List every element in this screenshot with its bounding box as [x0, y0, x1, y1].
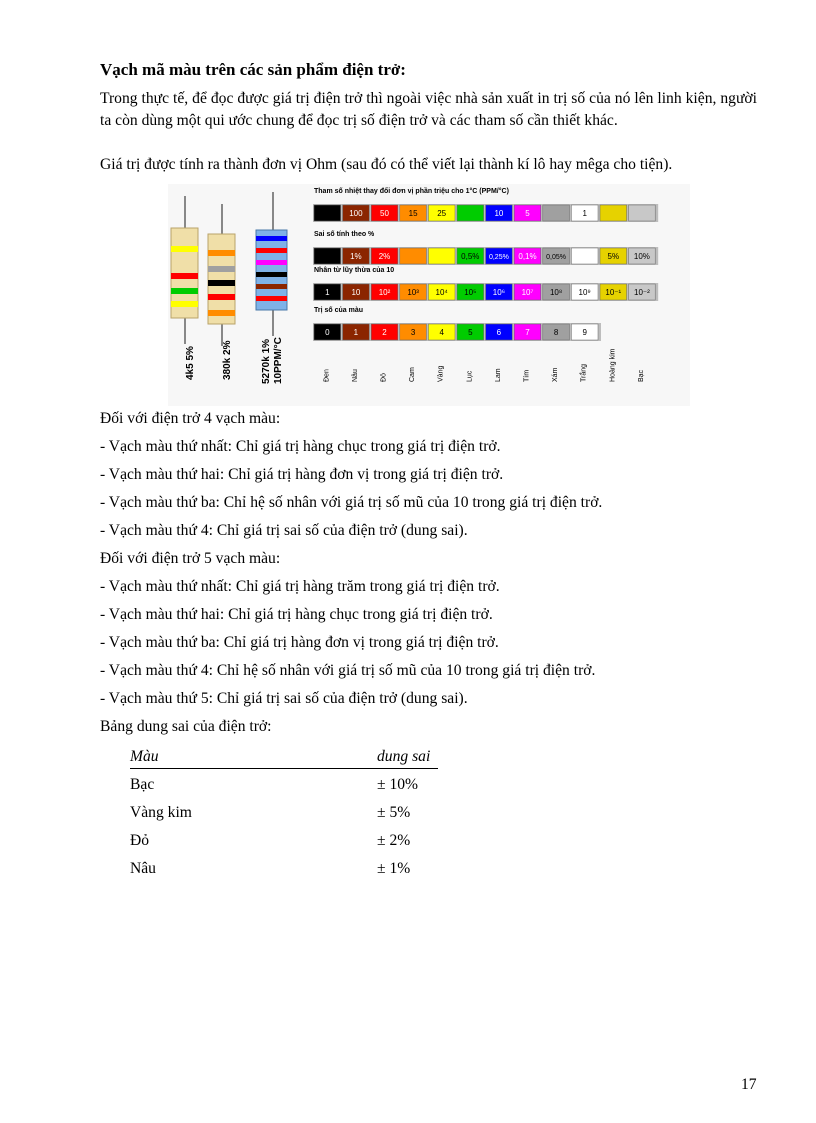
row-color: Đỏ — [130, 832, 150, 849]
color-cell — [314, 248, 341, 264]
page-number: 17 — [741, 1076, 757, 1093]
row-color: Vàng kim — [130, 804, 192, 821]
color-cell-value: 0,25% — [488, 254, 509, 261]
color-name-label: Hoàng kim — [609, 348, 617, 382]
header-tolerance: dung sai — [377, 748, 431, 765]
color-cell — [571, 248, 598, 264]
color-name-label: Trắng — [580, 363, 588, 382]
color-name-label: Cam — [409, 367, 417, 382]
row-tolerance: ± 5% — [377, 804, 411, 821]
band-green — [171, 288, 198, 294]
color-cell-value: 10⁴ — [435, 288, 448, 297]
color-cell — [600, 205, 627, 221]
resistor-label-3: 5270k 1% — [261, 338, 272, 384]
color-cell-value: 6 — [496, 328, 502, 337]
band-orange — [208, 310, 235, 316]
band-yellow — [171, 301, 198, 307]
color-cell-value: 4 — [439, 328, 444, 337]
header-color: Màu — [130, 748, 159, 765]
row-title: Nhân từ lũy thừa của 10 — [314, 267, 395, 274]
row-tolerance: ± 1% — [377, 860, 411, 877]
color-name-label: Đen — [323, 369, 331, 382]
resistor-4-band — [171, 196, 198, 380]
color-cell-value: 25 — [437, 209, 447, 218]
resistor-6-band — [256, 192, 287, 384]
color-name-label: Bạc — [637, 369, 645, 382]
row-title: Trị số của màu — [314, 307, 364, 314]
color-cell-value: 2% — [378, 252, 391, 261]
color-cell-value: 10⁶ — [492, 288, 506, 297]
color-code-diagram — [168, 184, 690, 406]
color-cell — [457, 205, 484, 221]
color-cell-value: 3 — [410, 328, 416, 337]
color-cell-value: 1 — [582, 209, 587, 218]
band-grey — [208, 266, 235, 272]
ohm-paragraph: Giá trị được tính ra thành đơn vị Ohm (sau đó có thể viết lại thành kí lô hay mêga cho tiện). — [100, 156, 673, 173]
row-color: Nâu — [130, 860, 156, 877]
color-cell-value: 50 — [380, 209, 389, 218]
color-name-label: Đỏ — [380, 373, 388, 382]
color-name-label: Vàng — [437, 365, 445, 382]
tolerance-table-header — [130, 748, 438, 769]
four-band-item-2: - Vạch màu thứ hai: Chỉ giá trị hàng đơn vị trong giá trị điện trở. — [100, 466, 504, 483]
five-band-item-2: - Vạch màu thứ hai: Chỉ giá trị hàng chục trong giá trị điện trở. — [100, 606, 493, 623]
color-cell-value: 10⁵ — [464, 288, 477, 297]
color-cell-value: 100 — [349, 209, 363, 218]
color-cell-value: 8 — [553, 328, 559, 337]
color-name-label: Nâu — [351, 369, 359, 382]
five-band-item-5: - Vạch màu thứ 5: Chỉ giá trị sai số của điện trở (dung sai). — [100, 690, 468, 707]
color-cell-value: 0,1% — [518, 252, 537, 261]
color-cell-value: 15 — [408, 209, 418, 218]
five-band-item-1: - Vạch màu thứ nhất: Chỉ giá trị hàng trăm trong giá trị điện trở. — [100, 578, 500, 595]
color-cell-value: 5% — [607, 252, 620, 261]
band-yellow — [171, 246, 198, 252]
color-cell-value: 1 — [353, 328, 359, 337]
color-cell — [428, 248, 455, 264]
color-cell-value: 10⁻¹ — [605, 288, 622, 297]
row-title: Sai số tính theo % — [314, 231, 375, 238]
color-cell-value: 0,5% — [461, 252, 480, 261]
four-band-title: Đối với điện trở 4 vạch màu: — [100, 410, 281, 427]
color-cell-value: 5 — [468, 328, 473, 337]
resistor-label-2: 380k 2% — [222, 340, 233, 380]
color-cell-value: 10⁻² — [634, 288, 650, 297]
color-cell-value: 10⁷ — [521, 288, 534, 297]
color-cell-value: 1 — [325, 288, 330, 297]
color-cell-value: 0,05% — [546, 254, 567, 261]
color-cell-value: 2 — [382, 328, 387, 337]
five-band-title: Đối với điện trở 5 vạch màu: — [100, 550, 281, 567]
resistor-4-band-2 — [208, 204, 235, 380]
color-cell-value: 5 — [525, 209, 530, 218]
band-red — [208, 294, 235, 300]
band-black — [208, 280, 235, 286]
row-title: Tham số nhiệt thay đổi đơn vị phần triệu cho 1°C (PPM/°C) — [314, 188, 509, 195]
color-name-label: Xám — [552, 367, 560, 382]
resistor-color-code-figure — [168, 184, 690, 406]
color-cell-value: 10 — [351, 288, 361, 297]
tolerance-table-title: Bảng dung sai của điện trở: — [100, 718, 272, 735]
color-cell-value: 9 — [582, 328, 587, 337]
color-name-labels — [323, 348, 645, 382]
color-name-label: Lam — [494, 368, 502, 382]
row-color: Bạc — [130, 776, 155, 793]
color-name-label: Lục — [466, 370, 474, 382]
resistor-label-4: 10PPM/°C — [273, 337, 284, 384]
color-cell-value: 10⁹ — [578, 288, 591, 297]
color-cell-value: 10 — [494, 209, 504, 218]
five-band-item-4: - Vạch màu thứ 4: Chỉ hệ số nhân với giá trị số mũ của 10 trong giá trị điện trở. — [100, 662, 596, 679]
code-rows — [313, 186, 658, 341]
color-cell-value: 10⁸ — [549, 288, 563, 297]
color-cell-value: 7 — [525, 328, 530, 337]
four-band-item-4: - Vạch màu thứ 4: Chỉ giá trị sai số của điện trở (dung sai). — [100, 522, 468, 539]
color-cell — [629, 205, 656, 221]
band-red — [171, 273, 198, 279]
color-cell — [314, 205, 341, 221]
five-band-item-3: - Vạch màu thứ ba: Chỉ giá trị hàng đơn vị trong giá trị điện trở. — [100, 634, 499, 651]
color-cell-value: 0 — [325, 328, 330, 337]
color-cell-value: 1% — [350, 252, 362, 261]
row-tolerance: ± 2% — [377, 832, 411, 849]
color-cell-value: 10³ — [407, 288, 419, 297]
four-band-item-1: - Vạch màu thứ nhất: Chỉ giá trị hàng chục trong giá trị điện trở. — [100, 438, 501, 455]
color-cell-value: 10² — [378, 288, 391, 297]
four-band-item-3: - Vạch màu thứ ba: Chỉ hệ số nhân với giá trị số mũ của 10 trong giá trị điện trở. — [100, 494, 603, 511]
color-cell — [543, 205, 570, 221]
intro-paragraph: Trong thực tế, để đọc được giá trị điện trở thì ngoài việc nhà sản xuất in trị số của nó lên linh kiện, người ta còn dùng một qui ước chung để đọc trị số điện trở và các tham số cần thiết khác. — [100, 90, 757, 129]
band-orange — [208, 250, 235, 256]
color-cell — [400, 248, 427, 264]
color-name-label: Tím — [523, 369, 531, 382]
resistor-label-1: 4k5 5% — [185, 346, 196, 380]
color-cell-value: 10% — [633, 252, 650, 261]
row-tolerance: ± 10% — [377, 776, 419, 793]
section-heading: Vạch mã màu trên các sản phẩm điện trở: — [100, 60, 406, 79]
